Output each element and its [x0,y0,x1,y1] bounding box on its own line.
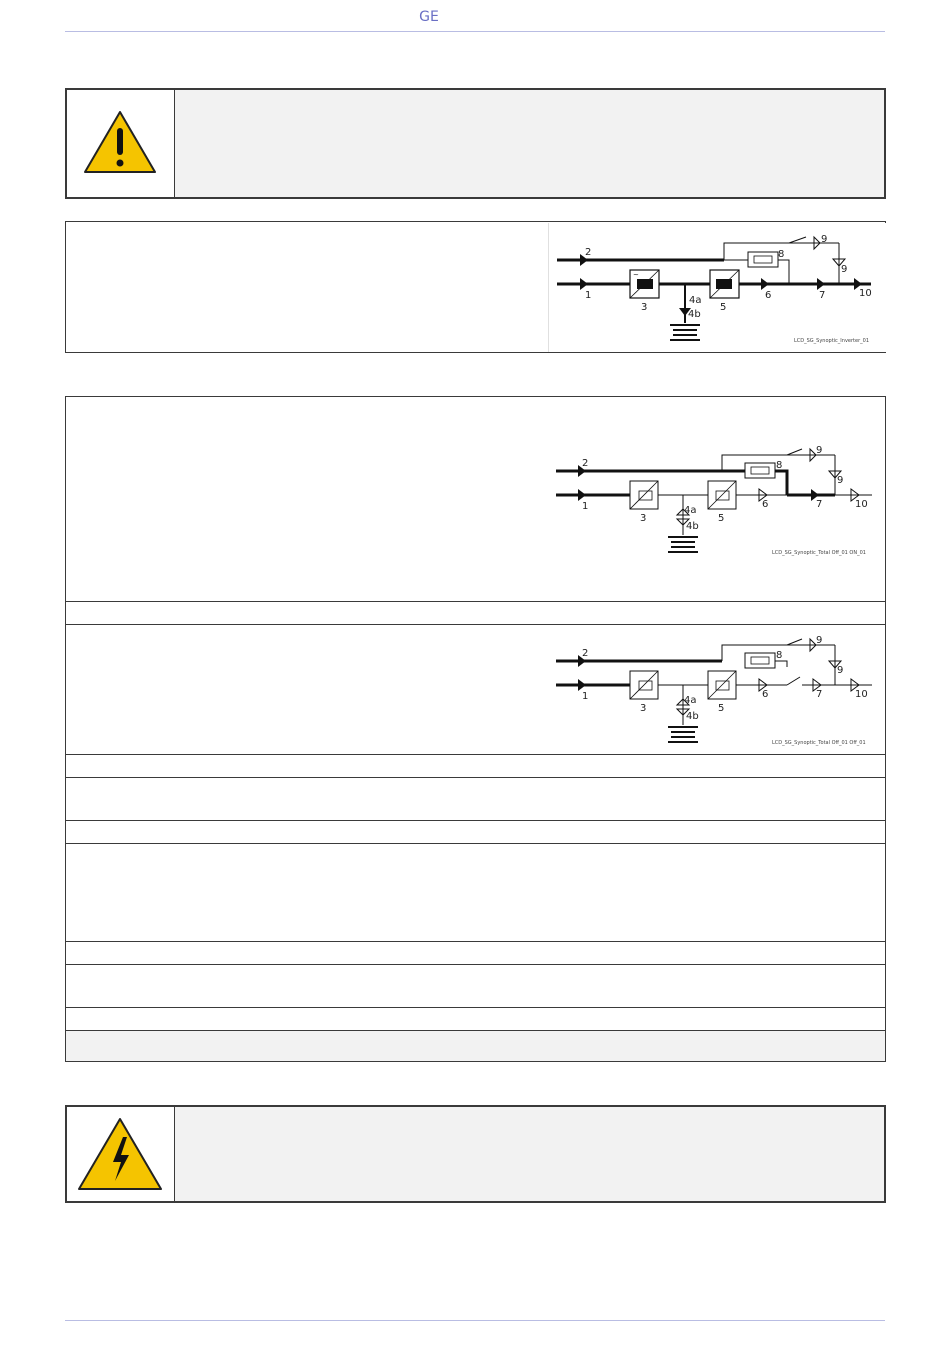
inverter-synoptic-svg [549,223,886,352]
label-10: 10 [855,689,868,700]
svg-text:~: ~ [633,271,639,279]
total-off-off-diagram [552,627,882,751]
label-1: 1 [585,290,592,301]
hazard-icon-cell [67,1107,175,1201]
label-4a: 4a [689,295,702,306]
label-9b: 9 [837,665,844,676]
caution-notice [65,88,886,199]
label-4a: 4a [684,695,697,706]
footer-rule [65,1320,885,1321]
total-off-on-svg [552,437,882,561]
high-voltage-icon [67,1107,174,1201]
diagram-caption: LCD_SG_Synoptic_Total Off_01 ON_01 [772,550,866,556]
table-footer-row [66,1031,885,1061]
label-5: 5 [718,513,725,524]
label-4b: 4b [688,309,701,320]
label-3: 3 [640,703,647,714]
label-2: 2 [585,247,592,258]
label-6: 6 [765,290,772,301]
electrical-hazard-notice [65,1105,886,1203]
label-9b: 9 [837,475,844,486]
label-6: 6 [762,689,769,700]
total-off-table [65,396,886,1062]
row-divider [66,820,885,821]
total-off-on-diagram [552,437,882,561]
total-off-off-svg [552,627,882,751]
row-divider [66,754,885,755]
label-2: 2 [582,458,589,469]
label-10: 10 [859,288,872,299]
label-8: 8 [776,460,783,471]
label-9a: 9 [821,234,828,245]
row-divider [66,624,885,625]
row-divider [66,843,885,844]
label-1: 1 [582,691,589,702]
inverter-synoptic-diagram [548,223,886,352]
diagram-caption: LCD_SG_Synoptic_Total Off_01 Off_01 [772,740,866,746]
diagram-caption: LCD_SG_Synoptic_Inverter_01 [794,338,869,344]
caution-icon-cell [67,90,175,197]
label-7: 7 [816,499,823,510]
label-9a: 9 [816,635,823,646]
label-2: 2 [582,648,589,659]
label-4a: 4a [684,505,697,516]
row-divider [66,1007,885,1008]
row-divider [66,964,885,965]
label-9b: 9 [841,264,848,275]
inverter-mode-table [65,221,886,353]
label-8: 8 [776,650,783,661]
row-divider [66,601,885,602]
label-9a: 9 [816,445,823,456]
label-3: 3 [640,513,647,524]
hazard-text-cell [175,1107,884,1201]
header-brand: GE [419,9,439,25]
label-7: 7 [816,689,823,700]
row-divider [66,777,885,778]
caution-text-cell [175,90,884,197]
label-6: 6 [762,499,769,510]
label-10: 10 [855,499,868,510]
label-8: 8 [778,249,785,260]
label-3: 3 [641,302,648,313]
label-5: 5 [718,703,725,714]
warning-exclamation-icon [67,90,174,197]
label-4b: 4b [686,521,699,532]
label-5: 5 [720,302,727,313]
label-1: 1 [582,501,589,512]
label-4b: 4b [686,711,699,722]
header-rule [65,31,885,32]
row-divider [66,941,885,942]
label-7: 7 [819,290,826,301]
